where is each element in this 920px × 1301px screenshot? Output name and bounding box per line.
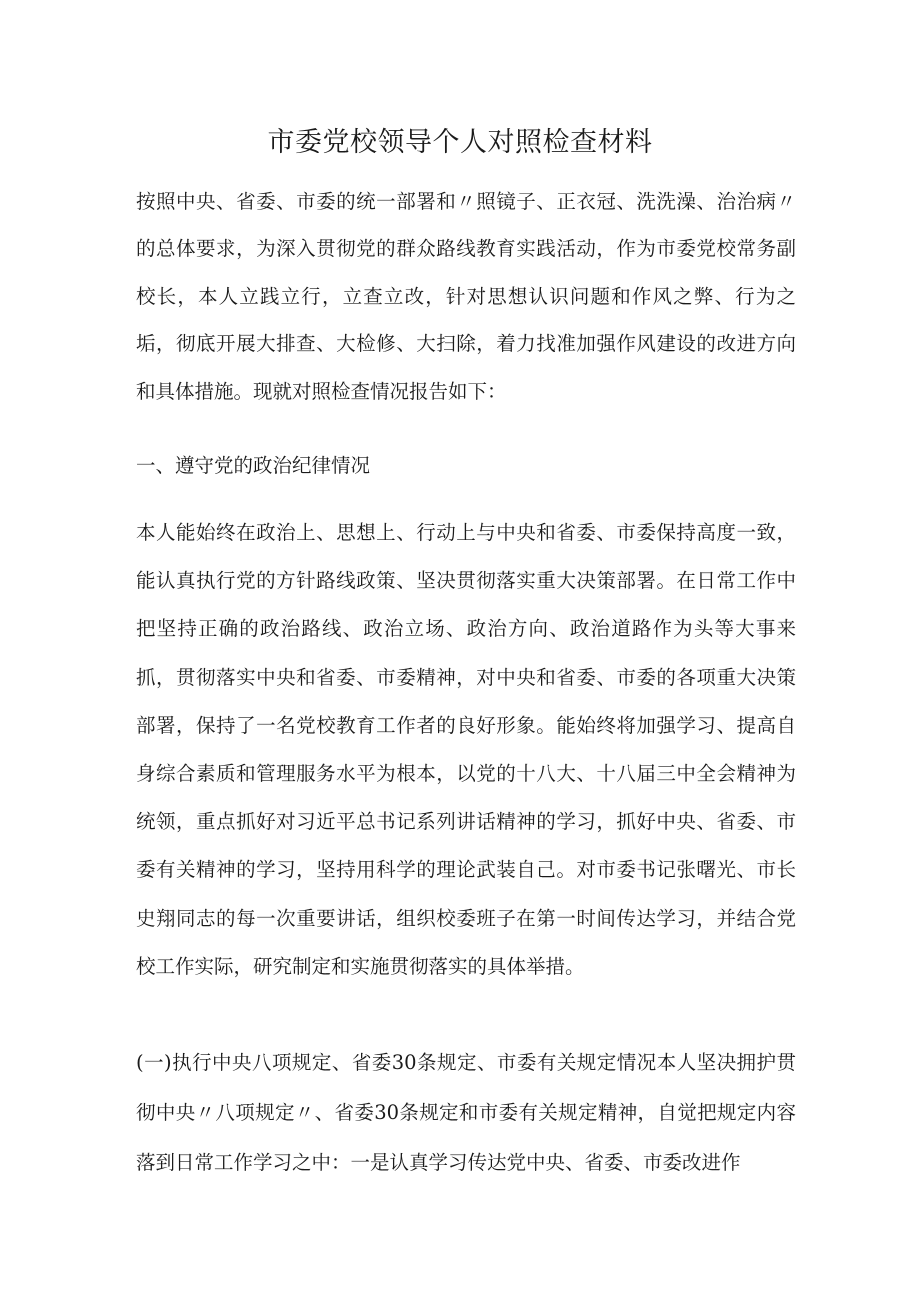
subsection-body-eight-rules: (一)执行中央八项规定、省委30条规定、市委有关规定情况本人坚决拥护贯彻中央〃八项规定〃、省委30条规定和市委有关规定精神，自觉把规定内容落到日常工作学习之中：一是认真学习传达党中央、省委、市委改进作: [136, 1051, 796, 1174]
section-heading-political-discipline: 一、遵守党的政治纪律情况: [136, 454, 371, 477]
document-title: 市委党校领导个人对照检查材料: [267, 127, 653, 158]
intro-paragraph: 按照中央、省委、市委的统一部署和〃照镜子、正衣冠、洗洗澡、治治病〃的总体要求，为深入贯彻党的群众路线教育实践活动，作为市委党校常务副校长，本人立践立行，立查立改，针对思想认识问题和作风之弊、行为之垢，彻底开展大排查、大检修、大扫除，着力找准加强作风建设的改进方向和具体措施。现就对照检查情况报告如下：: [136, 190, 796, 403]
section-body-political-discipline: 本人能始终在政治上、思想上、行动上与中央和省委、市委保持高度一致，能认真执行党的方针路线政策、坚决贯彻落实重大决策部署。在日常工作中把坚持正确的政治路线、政治立场、政治方向、政治道路作为头等大事来抓，贯彻落实中央和省委、市委精神，对中央和省委、市委的各项重大决策部署，保持了一名党校教育工作者的良好形象。能始终将加强学习、提高自身综合素质和管理服务水平为根本，以党的十八大、十八届三中全会精神为统领，重点抓好对习近平总书记系列讲话精神的学习，抓好中央、省委、市委有关精神的学习，坚持用科学的理论武装自己。对市委书记张曙光、市长史翔同志的每一次重要讲话，组织校委班子在第一时间传达学习，并结合党校工作实际，研究制定和实施贯彻落实的具体举措。: [136, 521, 796, 978]
